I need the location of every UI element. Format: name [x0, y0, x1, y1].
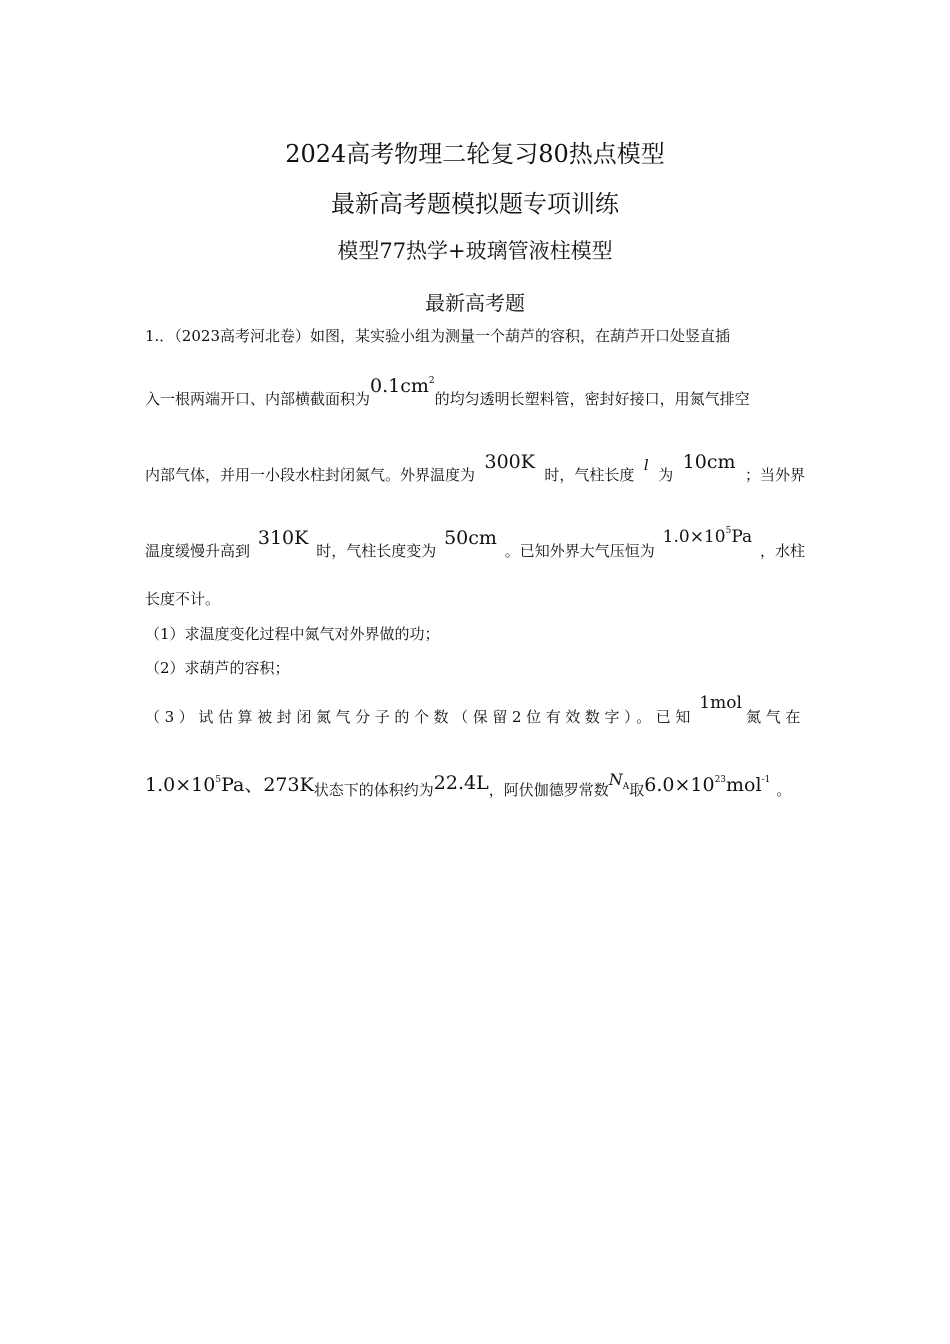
problem-text: ；当外界 [744, 466, 805, 484]
math-temperature: 300K [484, 451, 535, 473]
problem-text: （3）试估算被封闭氮气分子的个数（保留2位有效数字）。已知 [145, 708, 695, 726]
problem-text: 入一根两端开口、内部横截面积为 [145, 390, 371, 408]
problem-line-9 [145, 770, 805, 803]
math-value: 1.0×10 [662, 527, 726, 547]
math-variable: N [608, 770, 623, 789]
problem-text: 长度不计。 [145, 590, 221, 608]
problem-text: 为 [658, 466, 674, 484]
math-unit: mol [726, 774, 762, 796]
model-title: 模型77热学+玻璃管液柱模型 [337, 239, 613, 263]
question-3 [145, 693, 805, 731]
problem-line-1 [145, 322, 805, 350]
math-length: 10cm [682, 451, 736, 473]
problem-text: 氮气在 [746, 708, 805, 726]
math-variable: l [643, 456, 649, 474]
math-pressure [663, 523, 752, 554]
math-length: 50cm [444, 527, 497, 549]
math-superscript: -1 [761, 775, 771, 785]
problem-line-3 [145, 451, 805, 488]
math-value: 6.0×10 [644, 774, 715, 796]
problem-text: 状态下的体积约为 [313, 781, 434, 799]
problem-text: （2）求葫芦的容积； [145, 659, 290, 677]
math-value: 0.1cm [370, 375, 429, 397]
math-avogadro [608, 770, 630, 792]
math-value: Pa、273K [221, 774, 314, 796]
math-superscript: 2 [428, 376, 435, 386]
math-amount: 1mol [699, 693, 742, 713]
problem-text: ，水柱 [759, 542, 805, 560]
problem-text: 温度缓慢升高到 [145, 542, 251, 560]
math-subscript: A [622, 782, 630, 792]
section-heading: 最新高考题 [425, 291, 525, 315]
question-1 [145, 620, 805, 648]
problem-text: ，阿伏伽德罗常数 [488, 781, 609, 799]
math-avogadro-value [644, 774, 770, 796]
math-superscript: 5 [725, 526, 732, 536]
problem-text: 1.．（2023高考河北卷）如图，某实验小组为测量一个葫芦的容积，在葫芦开口处竖直插 [145, 327, 730, 345]
math-unit: Pa [731, 527, 753, 547]
problem-text: （1）求温度变化过程中氮气对外界做的功； [145, 625, 440, 643]
problem-line-4 [145, 526, 805, 564]
question-2 [145, 654, 805, 682]
math-superscript: 23 [714, 775, 727, 785]
math-superscript: 5 [215, 775, 222, 785]
math-value: 1.0×10 [145, 774, 216, 796]
document-subtitle: 最新高考题模拟题专项训练 [331, 190, 619, 218]
problem-text: 取 [629, 781, 645, 799]
math-temperature: 310K [257, 527, 309, 549]
math-volume: 22.4L [433, 772, 489, 794]
document-title: 2024高考物理二轮复习80热点模型 [285, 140, 665, 168]
problem-line-2 [145, 375, 805, 412]
math-conditions [145, 774, 314, 796]
problem-text: 。已知外界大气压恒为 [504, 542, 655, 560]
problem-line-5 [145, 585, 805, 613]
problem-text: 时，气柱长度 [544, 466, 635, 484]
math-area [370, 375, 435, 397]
problem-text: 。 [776, 781, 792, 799]
problem-text: 时，气柱长度变为 [316, 542, 437, 560]
problem-text: 内部气体，并用一小段水柱封闭氮气。外界温度为 [145, 466, 476, 484]
problem-text: 的均匀透明长塑料管，密封好接口，用氮气排空 [434, 390, 750, 408]
